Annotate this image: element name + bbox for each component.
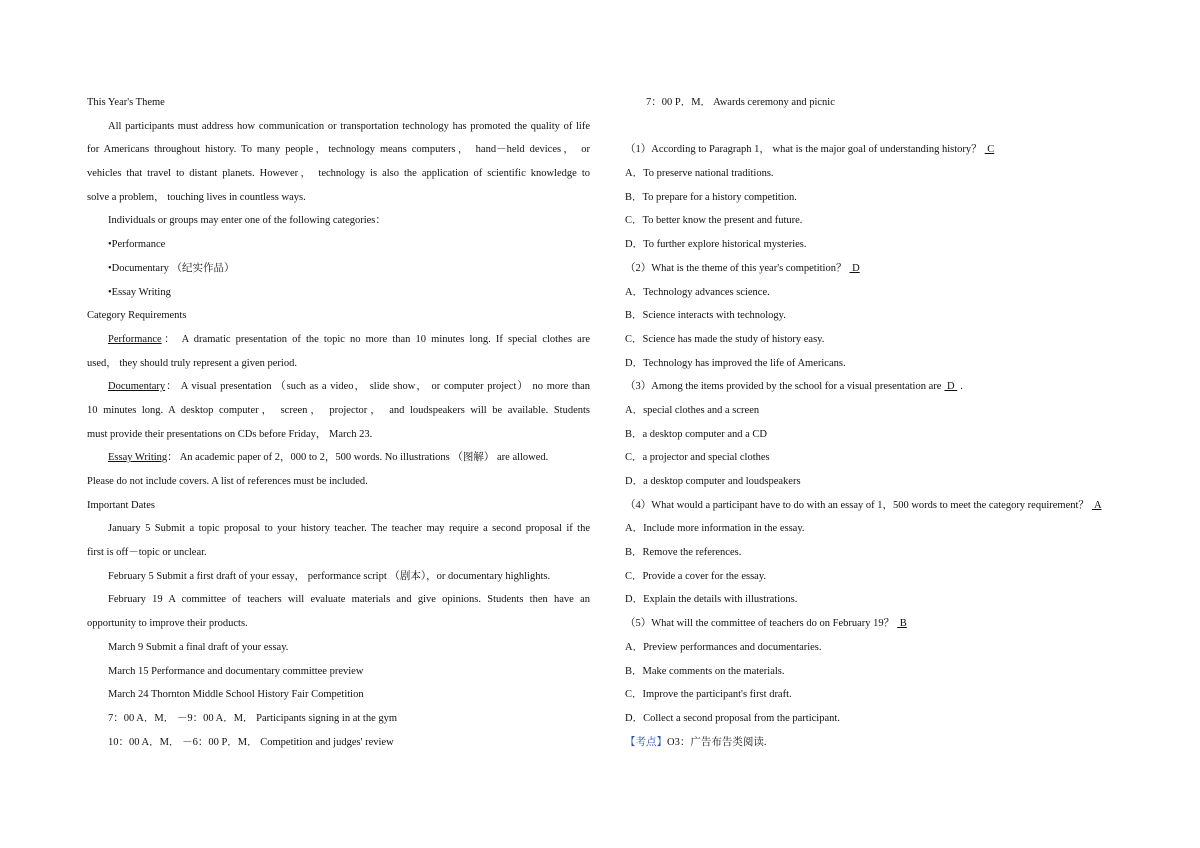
question-text: （4）What would a participant have to do with an essay of 1，500 words to meet the category requirement？ [625, 499, 1089, 511]
right-column [625, 91, 1125, 754]
kaodian-note [625, 731, 1125, 755]
option-a: A．Preview performances and documentaries. [625, 641, 822, 653]
question-text: （5）What will the committee of teachers do on February 19？ [625, 618, 895, 630]
performance-text: ： A dramatic presentation of the topic no more than 10 minutes long. If special clothes are [161, 333, 590, 345]
question-text: （1）According to Paragraph 1， what is the major goal of understanding history？ [625, 144, 982, 156]
option-c: C．Science has made the study of history easy. [625, 333, 825, 345]
theme-paragraph-line: for Americans throughout history. To many people，technology means computers， hand－held devices， or [87, 144, 590, 156]
date-item-line: first is off－topic or unclear. [87, 547, 207, 559]
essay-label: Essay Writing [108, 452, 168, 464]
category-item: •Essay Writing [108, 286, 171, 298]
option-a: A．To preserve national traditions. [625, 168, 774, 180]
option-c: C．Improve the participant's first draft. [625, 689, 792, 701]
question-4 [625, 494, 1125, 518]
date-item-line: opportunity to improve their products. [87, 618, 248, 630]
theme-paragraph-line: vehicles that travel to distant planets. However， technology is also the application of scientific knowledge to [87, 168, 590, 180]
question-text: （2）What is the theme of this year's competition？ [625, 262, 847, 274]
question-2 [625, 257, 1125, 281]
answer-blank: A [1091, 499, 1102, 511]
question-5 [625, 612, 1125, 636]
schedule-item: 7：00 P．M． Awards ceremony and picnic [646, 97, 835, 108]
schedule-item: 7：00 A．M． －9：00 A．M． Participants signing in at the gym [108, 712, 398, 724]
option-b: B．To prepare for a history competition. [625, 191, 797, 203]
theme-heading: This Year's Theme [87, 97, 165, 108]
answer-blank: C [984, 144, 995, 156]
theme-paragraph-line: solve a problem， touching lives in countless ways. [87, 191, 306, 203]
category-item: •Documentary （纪实作品） [108, 262, 235, 274]
categories-intro: Individuals or groups may enter one of the following categories： [108, 215, 386, 227]
option-b: B．Remove the references. [625, 547, 742, 559]
documentary-text: ： A visual presentation （such as a video， slide show， or computer project） no more than [165, 381, 590, 393]
spacer [625, 115, 1125, 139]
option-d: D．a desktop computer and loudspeakers [625, 476, 801, 487]
essay-requirement [87, 446, 590, 470]
answer-blank: D [849, 262, 860, 274]
kaodian-text: O3：广告布告类阅读. [667, 736, 767, 748]
date-item: March 15 Performance and documentary committee preview [108, 665, 364, 677]
essay-requirement-line: Please do not include covers. A list of references must be included. [87, 476, 368, 487]
date-item: January 5 Submit a topic proposal to your history teacher. The teacher may require a second proposal if the [108, 523, 590, 535]
answer-blank: B [897, 618, 907, 630]
question-1 [625, 138, 1125, 162]
theme-paragraph-line: All participants must address how communication or transportation technology has promoted the quality of life [108, 120, 590, 132]
left-column [87, 91, 590, 754]
option-b: B．Science interacts with technology. [625, 310, 786, 322]
documentary-label: Documentary [108, 381, 166, 393]
performance-requirement-line: used， they should truly represent a given period. [87, 357, 297, 369]
option-a: A．Technology advances science. [625, 286, 770, 298]
option-a: A．special clothes and a screen [625, 404, 760, 416]
question-3 [625, 375, 1125, 399]
date-item: March 24 Thornton Middle School History Fair Competition [108, 689, 364, 701]
schedule-item: 10：00 A．M． －6：00 P．M． Competition and judges' review [108, 736, 394, 748]
option-b: B．Make comments on the materials. [625, 665, 785, 677]
documentary-requirement [87, 375, 590, 399]
dates-heading: Important Dates [87, 499, 155, 511]
question-text: （3）Among the items provided by the school for a visual presentation are [625, 381, 942, 393]
option-c: C．Provide a cover for the essay. [625, 570, 767, 582]
option-d: D．Explain the details with illustrations. [625, 594, 798, 606]
performance-label: Performance [108, 333, 162, 345]
option-d: D．To further explore historical mysteries. [625, 239, 807, 251]
requirements-heading: Category Requirements [87, 310, 187, 322]
documentary-requirement-line: 10 minutes long. A desktop computer， screen， projector， and loudspeakers will be available. Students [87, 404, 590, 416]
date-item: February 5 Submit a first draft of your essay， performance script （剧本），or documentary highlights. [108, 570, 551, 582]
question-text-end: . [960, 381, 963, 393]
answer-blank: D [944, 381, 958, 393]
essay-text: ： An academic paper of 2，000 to 2，500 words. No illustrations （图解） are allowed. [167, 452, 549, 464]
category-item: •Performance [108, 239, 166, 251]
date-item: February 19 A committee of teachers will evaluate materials and give opinions. Students then have an [108, 594, 590, 606]
kaodian-label: 【考点】 [625, 736, 667, 748]
documentary-requirement-line: must provide their presentations on CDs before Friday， March 23. [87, 428, 373, 440]
option-b: B．a desktop computer and a CD [625, 428, 768, 440]
date-item: March 9 Submit a final draft of your essay. [108, 641, 289, 653]
option-a: A．Include more information in the essay. [625, 523, 805, 535]
option-c: C．To better know the present and future. [625, 215, 803, 227]
option-c: C．a projector and special clothes [625, 452, 770, 464]
option-d: D．Collect a second proposal from the participant. [625, 712, 840, 724]
option-d: D．Technology has improved the life of Americans. [625, 357, 846, 369]
performance-requirement [87, 328, 590, 352]
